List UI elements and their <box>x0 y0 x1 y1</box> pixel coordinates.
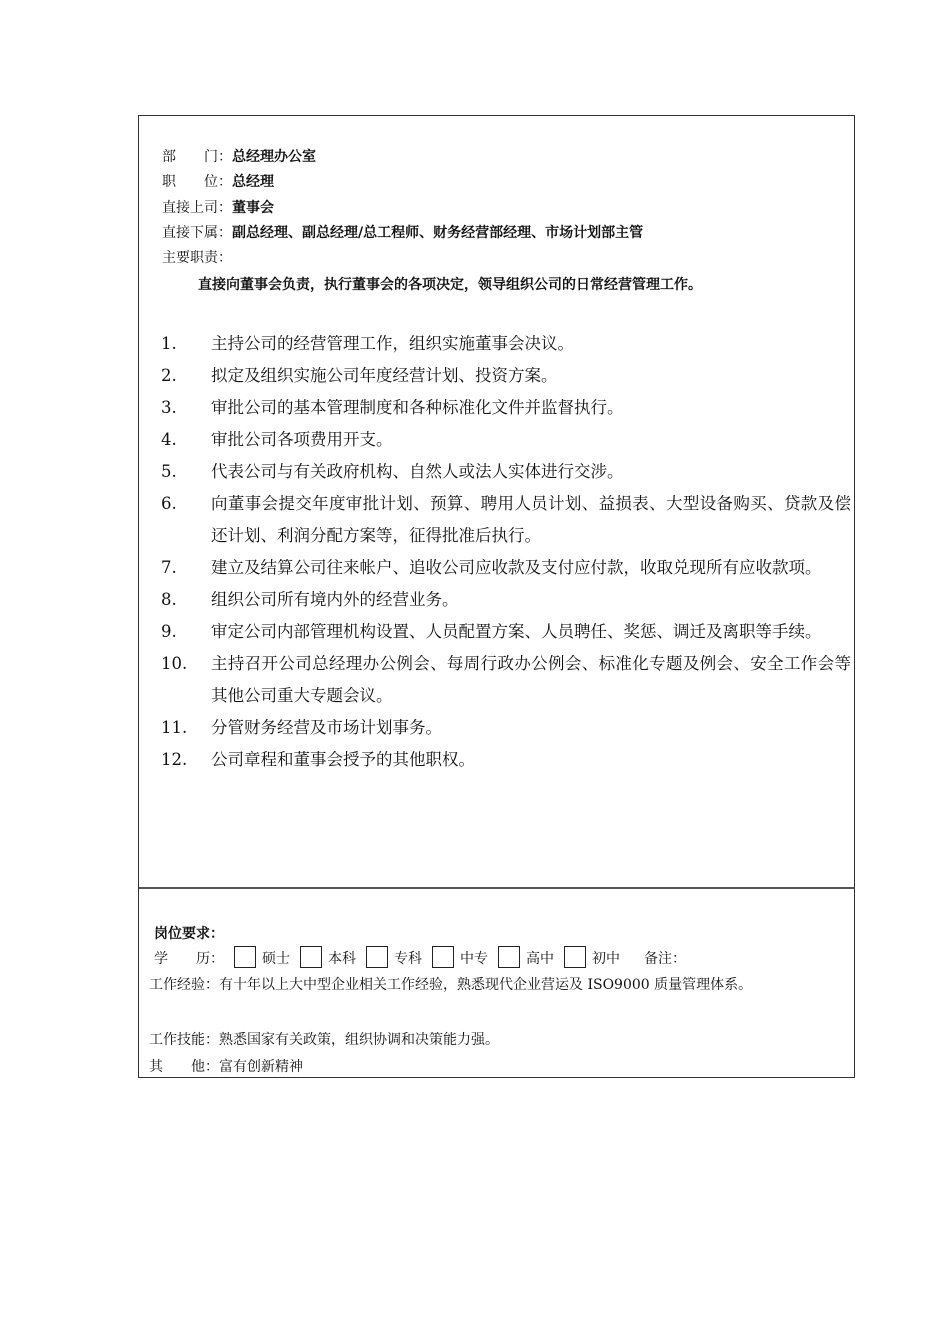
job-description-frame <box>138 115 855 1078</box>
duty-item <box>161 584 851 616</box>
checkbox[interactable] <box>432 946 454 968</box>
duty-item <box>161 392 851 424</box>
duty-number: 10. <box>161 654 188 673</box>
duty-text: 拟定及组织实施公司年度经营计划、投资方案。 <box>211 366 558 385</box>
duty-text: 主持召开公司总经理办公例会、每周行政办公例会、标准化专题及例会、安全工作会等其他公司重大专题会议。 <box>211 654 851 705</box>
duty-item <box>161 744 851 776</box>
position-label: 职 位： <box>162 174 232 190</box>
duty-text: 审批公司的基本管理制度和各种标准化文件并监督执行。 <box>211 398 624 417</box>
education-option[interactable] <box>300 946 356 968</box>
education-option-label: 高中 <box>526 951 554 967</box>
education-option-label: 中专 <box>460 951 488 967</box>
duty-text: 建立及结算公司往来帐户、追收公司应收款及支付应付款，收取兑现所有应收款项。 <box>211 558 822 577</box>
duty-number: 3. <box>161 398 177 417</box>
superior-value: 董事会 <box>232 200 274 216</box>
checkbox[interactable] <box>564 946 586 968</box>
requirements-title: 岗位要求： <box>154 926 224 942</box>
superior-label: 直接上司： <box>162 200 232 216</box>
education-option-label: 专科 <box>394 951 422 967</box>
other-text: 其 他：富有创新精神 <box>149 1059 303 1075</box>
duty-summary: 直接向董事会负责，执行董事会的各项决定，领导组织公司的日常经营管理工作。 <box>198 277 702 293</box>
duties-label: 主要职责： <box>162 250 232 266</box>
education-row <box>154 946 686 968</box>
subordinate-value: 副总经理、副总经理/总工程师、财务经营部经理、市场计划部主管 <box>232 225 644 241</box>
education-option[interactable] <box>498 946 554 968</box>
department-row <box>162 148 316 166</box>
duty-number: 2. <box>161 366 177 385</box>
duty-list <box>161 328 851 776</box>
skills-text: 工作技能：熟悉国家有关政策，组织协调和决策能力强。 <box>149 1032 499 1048</box>
checkbox[interactable] <box>234 946 256 968</box>
duty-item <box>161 328 851 360</box>
duty-text: 分管财务经营及市场计划事务。 <box>211 718 442 737</box>
note-label: 备注： <box>644 951 686 967</box>
duty-number: 5. <box>161 462 177 481</box>
department-value: 总经理办公室 <box>232 149 316 165</box>
education-option-label: 本科 <box>328 951 356 967</box>
duty-number: 8. <box>161 590 177 609</box>
position-row <box>162 173 274 191</box>
duty-item <box>161 552 851 584</box>
education-option-label: 硕士 <box>262 951 290 967</box>
duty-number: 4. <box>161 430 177 449</box>
experience-text: 工作经验：有十年以上大中型企业相关工作经验，熟悉现代企业营运及 ISO9000 质量管理体系。 <box>149 977 753 993</box>
checkbox[interactable] <box>366 946 388 968</box>
superior-row <box>162 199 274 217</box>
subordinate-label: 直接下属： <box>162 225 232 241</box>
section-divider <box>139 887 854 889</box>
education-option-label: 初中 <box>592 951 620 967</box>
subordinate-row <box>162 224 643 242</box>
duty-number: 7. <box>161 558 177 577</box>
duty-number: 6. <box>161 494 177 513</box>
duty-text: 向董事会提交年度审批计划、预算、聘用人员计划、益损表、大型设备购买、贷款及偿还计划、利润分配方案等，征得批准后执行。 <box>211 494 851 545</box>
duty-text: 公司章程和董事会授予的其他职权。 <box>211 750 475 769</box>
education-label: 学 历： <box>154 951 224 967</box>
position-value: 总经理 <box>232 174 274 190</box>
duty-number: 12. <box>161 750 188 769</box>
checkbox[interactable] <box>300 946 322 968</box>
duty-text: 主持公司的经营管理工作，组织实施董事会决议。 <box>211 334 574 353</box>
duty-item <box>161 456 851 488</box>
duty-item <box>161 616 851 648</box>
education-option[interactable] <box>366 946 422 968</box>
education-option[interactable] <box>564 946 620 968</box>
duty-item <box>161 712 851 744</box>
duty-text: 代表公司与有关政府机构、自然人或法人实体进行交涉。 <box>211 462 624 481</box>
duty-text: 组织公司所有境内外的经营业务。 <box>211 590 459 609</box>
duty-text: 审批公司各项费用开支。 <box>211 430 393 449</box>
duty-number: 11. <box>161 718 188 737</box>
duty-item <box>161 648 851 712</box>
education-option[interactable] <box>234 946 290 968</box>
duty-text: 审定公司内部管理机构设置、人员配置方案、人员聘任、奖惩、调迁及离职等手续。 <box>211 622 822 641</box>
education-option[interactable] <box>432 946 488 968</box>
department-label: 部 门： <box>162 149 232 165</box>
duty-item <box>161 488 851 552</box>
duty-item <box>161 424 851 456</box>
duty-item <box>161 360 851 392</box>
duty-number: 1. <box>161 334 177 353</box>
duty-number: 9. <box>161 622 177 641</box>
checkbox[interactable] <box>498 946 520 968</box>
